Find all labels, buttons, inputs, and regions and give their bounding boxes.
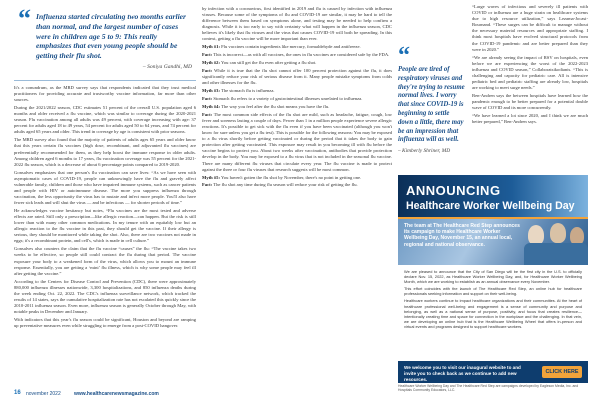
pull-quote: [398, 43, 466, 155]
myth-fact-item: [202, 96, 392, 102]
pull-quote-attribution: – Soniya Gandhi, MD: [142, 63, 192, 70]
myth-fact-item: [202, 52, 392, 58]
paragraph: Gonsalves emphasizes that one person's flu vaccination can save lives: “As we have seen with asymptomatic cases of COVID-19, people can unknowingly have the flu and gravely affect vulnerable family, children and those who have impaired immune systems, such as cancer patients and people with HIV or autoimmune disease. The more you suppress influenza through vaccination, the less opportunity the virus has to mutate and infect more people. You'll also have fewer sick leads and will shut the virus — and be infectious — for shorter periods of time.”: [14, 169, 196, 206]
myth-fact-text: The flu shot any time during flu season will reduce your risk of getting the flu.: [213, 182, 358, 188]
pull-quote-text: People are tired of respiratory viruses and they're trying to resume normal lives. I worry that since COVID-19 is beginning to settle down a little, there may be an impression that influenza will as well.: [398, 66, 465, 144]
pull-quote-attribution: – Kimberly Shriner, MD: [398, 148, 451, 155]
paragraph: It's a conundrum, as the MRD survey says that respondents indicated that they trust medical practitioners for providing accurate and trustworthy vaccine information, far more than other sources.: [14, 84, 196, 103]
page-footer: [14, 390, 588, 400]
issue-date: november 2022: [26, 391, 61, 397]
ad-tagline: The team at The Healthcare Red Step announces its campaign to make Healthcare Worker Wellbeing Day, November 15, an annual local, regional and national observance.: [404, 223, 520, 248]
ad-paragraph: We are pleased to announce that the City of San Diego will be the first city in the U.S. to officially declare Nov. 15, 2022, as Healthcare Worker Wellbeing Day, and, for Healthcare Worker Wellbeing Month, which we are working to establish as an annual observance every November.: [404, 269, 582, 285]
myth-fact-item: [202, 60, 392, 66]
ad-announcing: ANNOUNCING: [406, 183, 501, 198]
myth-fact-text: This is incorrect—as with all vaccines, the ones in flu vaccines are considered safe by the FDA.: [213, 52, 390, 58]
paragraph: by infection with a coronavirus, first identified in 2019 and flu is caused by infection with influenza viruses. Because some of the symptoms of flu and COVID-19 are similar, it may be hard to tell the difference between them based on symptoms alone, and testing may be needed to help confirm a diagnosis. While it is too early to say with certainty what will happen in the influenza season, CDC believes it's likely that flu viruses and the virus that causes COVID-19 will both be spreading. In this context, getting a flu vaccine will be more important than ever.: [202, 6, 392, 42]
paragraph: According to the Centers for Disease Control and Prevention (CDC), there were approximately 880,000 influenza illnesses nationwide, 3,300 hospitalizations, and 850 influenza deaths during the week ending Oct. 22, 2022. The CDC's influenza surveillance network, which tracked the results of 14 states, says the cumulative hospitalization rate has not escalated this quickly since the 2010-2011 influenza season. Even more, influenza season is generally October through May, with notable peaks in December and January.: [14, 278, 196, 315]
paragraph: During the 2021/2022 season, CDC estimates 51 percent of the overall U.S. population aged 6 months and older received a flu vaccine, which was similar to coverage during the 2020-2021 season. Flu vaccination among all adults was 49 percent, with coverage increasing with age: 37 percent for adults aged 18 to 49 years, 54 percent for adults aged 50 to 64 years, and 74 percent for adults aged 65 years and older. This trend in coverage by age is consistent with prior seasons.: [14, 105, 196, 135]
paragraph: He acknowledges vaccine hesitancy but notes, “Flu vaccines are the most tested and adverse effects are rated. Still only a prescription—like allergic reaction—can happen. But the risk is still lower than with many other common medications. In my tenure with an equitably low but an allergic reaction to the flu vaccine in this past, they should get the vaccine. If their allergy is serious, they should be monitored while taking the shot. Also, there are two vaccines not made in eggs; it's a recombinant protein, and cell's, which is made in cell culture.”: [14, 207, 196, 244]
myth-fact-item: [202, 88, 392, 94]
pull-quote-text: Influenza started circulating two months earlier than normal, and the largest number of cases were in children age 5 to 9: This really emphasizes that even young people should be getting their flu shot.: [36, 12, 187, 61]
paragraph: Gonsalves also counters the claim that the flu vaccine “causes” the flu: “The vaccine takes two weeks to be effective, so people still could contract the flu during that period. The vaccine exposure your body to a weakened form of the virus, which allows you to mount an immune response. Essentially, you are getting a ‘mini’ flu illness, which is why some people may feel ill after getting the vaccine.”: [14, 246, 196, 276]
page-number: 16: [14, 390, 21, 396]
myth-fact-label: Myth #1:: [202, 44, 220, 50]
ad-cta-bar: [398, 361, 588, 383]
myth-fact-list: [202, 44, 392, 188]
myth-fact-item: [202, 68, 392, 86]
ad-footnote: Healthcare Worker Wellbeing Day and The Healthcare Red Step are campaigns developed by Eagleson Media, Inc. and Hospitals Community Educators, LLC.: [398, 384, 579, 393]
article-body: [202, 6, 392, 43]
myth-fact-item: [202, 44, 392, 50]
myth-fact-item: [202, 175, 392, 181]
paragraph: Ben-Andren says the between hospitals have learned how the pandemic enough to be better prepared for a potential double wave of COVID and its more concurrently.: [472, 92, 588, 111]
column-one: [14, 0, 196, 331]
myth-fact-item: [202, 182, 392, 188]
myth-fact-text: You haven't gotten the flu shot by November, there's no point in getting one.: [220, 174, 362, 180]
myth-fact-label: Myth #4:: [202, 103, 220, 109]
ad-cta-text: We welcome you to visit our inaugural website to and invite you to check back as we continue to add new resources.: [404, 365, 521, 382]
myth-fact-label: Myth #5:: [202, 174, 220, 180]
myth-fact-text: Flu vaccines contain ingredients like mercury, formaldehyde and antifreeze.: [221, 44, 361, 50]
article-body: [14, 85, 196, 329]
myth-fact-text: While it is true that the flu shot cannot offer 100 percent protection against the flu, it does significantly reduce your risk of serious disease from it. Many people mistake symptoms from colds and other illnesses for the flu.: [202, 68, 392, 86]
myth-fact-label: Fact:: [202, 182, 213, 188]
paragraph: “We are already seeing the impact of RSV on hospitals, even before we are experiencing the worst of the 2022-2023 influenza and COVID season,” Collaboratsikodianis. “This is challenging and capacity for pediatric care. All is intensive pediatric bed and pediatric staffing are already low, hospitals are working to meet surge needs.”: [472, 54, 588, 91]
ad-body: [398, 265, 588, 361]
myth-fact-label: Fact:: [202, 96, 213, 101]
paragraph: With indicators that this year's flu season could be significant, Houston and beyond are ramping up preventative measures even while struggling to emerge from a post-COVID hangover.: [14, 316, 196, 329]
person-figure: [550, 223, 566, 243]
myth-fact-text: The stomach flu is influenza.: [221, 88, 275, 94]
myth-fact-text: You can still get the flu even after getting a flu shot.: [220, 60, 317, 66]
myth-fact-label: Fact:: [202, 68, 213, 74]
ad-paragraph: Healthcare workers continue to impact healthcare organizations and their communities. At the heart of healthcare professional well-being and engagement is a sense of community and purpose and belonging, as well as a national sense of purpose, positivity, and focus that creates resilience—intentionally creating time and space for connection in the workplace and the challenging. In that vein, we are developing an online hub that is the Healthcare Wellbeing Wheel that offers in-person and virtual events and programs designed to support healthcare workers.: [404, 298, 582, 329]
website-link[interactable]: www.healthcarenewsmagazine.com: [74, 391, 159, 397]
myth-fact-label: Myth #3:: [202, 88, 220, 94]
paragraph: The MRD survey also found that the majority of patients of adults ages 65 years and older know that this years certain flu vaccines (high dose, recombinant, and adjuvanted flu vaccines) are preferentially recommended for them, as they help boost the immune response in older adults. Among children aged 6 months to 17 years, flu vaccination coverage was 55 percent for the 2021-2022 flu season, which is a decrease of about 6 percentage points compared to 2019-2020.: [14, 137, 196, 167]
myth-fact-label: Fact:: [202, 111, 213, 117]
paragraph: “Large waves of infectious and severely ill patients with COVID or influenza are a huge strain on healthcare systems due to high resource utilization,” says Lezama-Jocasi-Bournand. “These surges can be difficult to manage without the necessary material resources and appropriate staffing. I think most hospitals have evolved structural protocols from the COVID-19 pandemic and are better prepared than they were in 2020.”: [472, 4, 588, 52]
click-here-button[interactable]: CLICK HERE: [542, 366, 582, 378]
paragraph: “We have learned a lot since 2020, and I think we are much better prepared,” Ben-Andren says.: [472, 112, 588, 125]
ad-paragraph: This effort coincides with the launch of The Healthcare Red Step, an online hub for healthcare professionals seeking information and support on their well-being.: [404, 286, 582, 297]
article-body: [472, 4, 588, 127]
scrubs-shape: [524, 243, 588, 265]
myth-fact-label: Myth #2:: [202, 60, 220, 66]
person-figure: [528, 225, 544, 245]
pull-quote: [14, 0, 196, 76]
column-two: [202, 0, 392, 190]
myth-fact-text: Stomach flu refers to a variety of gastrointestinal illnesses unrelated to influenza.: [213, 96, 363, 101]
myth-fact-label: Fact:: [202, 52, 213, 58]
myth-fact-text: The way you feel after the flu shot means you have the flu.: [221, 103, 330, 109]
ad-title-text: Healthcare Worker Wellbeing Day: [406, 200, 575, 212]
myth-fact-item: [202, 112, 392, 173]
quote-mark-icon: “: [398, 43, 410, 69]
ad-title: [406, 200, 575, 212]
myth-fact-text: The most common side effects of the flu shot are mild, such as headache, fatigue, cough, low fever and soreness lasting a couple of days. Fewer than 1 in a million people experience severe allergic reactions. It's possible to get sick with the flu even if you have been vaccinated (although you won't know for sure unless you get a flu test). This is possible for the following reasons: You may be exposed to a flu virus shortly before getting vaccinated or during the period that it takes the body to gain protection after getting vaccinated. This exposure may result in you becoming ill with flu before the vaccine begins to protect you. About two weeks after vaccination, antibodies that provide protection develop in the body. You may be exposed to a flu virus that is not included in the seasonal flu vaccine. There are many different flu viruses that circulate every year. The flu vaccine is made to protect against the three or four flu viruses that research suggests will be most common.: [202, 111, 392, 172]
divider: [14, 80, 196, 81]
advertisement: [398, 175, 588, 383]
myth-fact-item: [202, 104, 392, 110]
column-three: [398, 4, 588, 172]
quote-mark-icon: “: [18, 4, 31, 33]
